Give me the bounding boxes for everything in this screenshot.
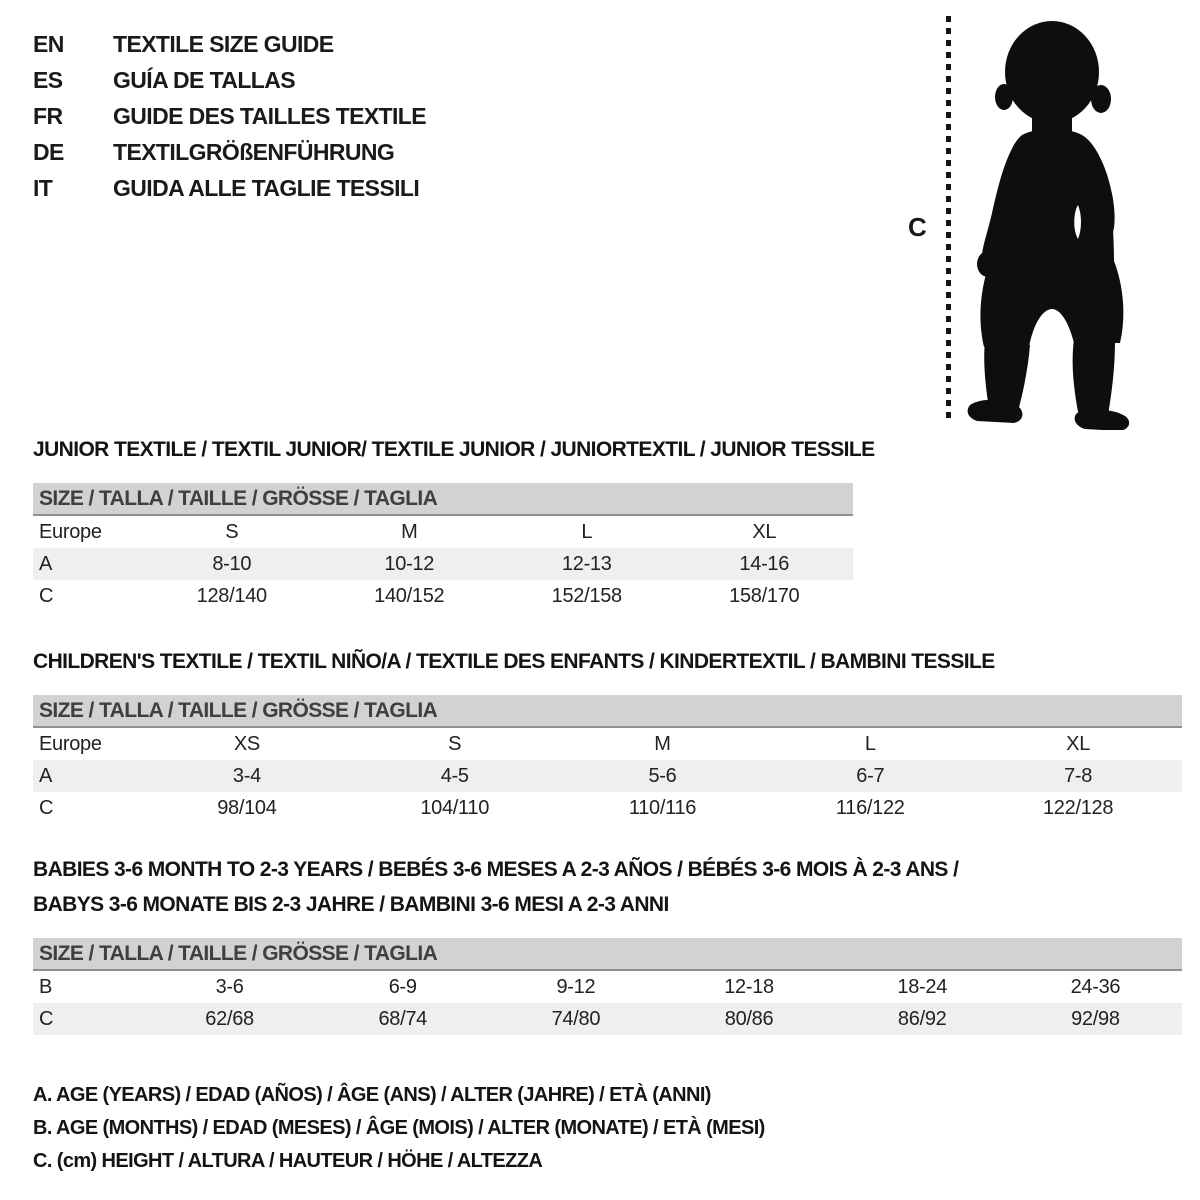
age-cell: 3-6 [215, 975, 244, 998]
section-title-babies-line2: BABYS 3-6 MONATE BIS 2-3 JAHRE / BAMBINI 3-6 MESI A 2-3 ANNI [33, 893, 669, 916]
language-header [33, 26, 1182, 206]
height-cell: 128/140 [196, 584, 267, 607]
section-title-children: CHILDREN'S TEXTILE / TEXTIL NIÑO/A / TEXTILE DES ENFANTS / KINDERTEXTIL / BAMBINI TESSILE [33, 650, 995, 673]
table-row-height [33, 580, 853, 612]
height-cell: 140/152 [374, 584, 445, 607]
age-cell: 3-4 [143, 760, 351, 792]
legend-item-c: C. (cm) HEIGHT / ALTURA / HAUTEUR / HÖHE / ALTEZZA [33, 1150, 543, 1172]
children-section [33, 644, 1182, 824]
language-row [33, 170, 1182, 206]
size-cell: XL [1066, 732, 1091, 755]
language-code: FR [33, 103, 63, 129]
guide-title: TEXTILGRÖßENFÜHRUNG [113, 139, 395, 165]
language-code: EN [33, 31, 64, 57]
height-marker-label: C [908, 212, 927, 242]
size-cell: M [401, 520, 418, 543]
age-cell: 7-8 [974, 760, 1182, 792]
table-row-age [33, 760, 1182, 792]
age-cell: 6-9 [388, 975, 417, 998]
age-cell: 12-18 [724, 975, 774, 998]
age-cell: 10-12 [321, 548, 499, 580]
babies-size-table [33, 971, 1182, 1035]
size-cell: S [448, 732, 462, 755]
age-cell: 12-13 [498, 548, 676, 580]
height-cell: 158/170 [729, 584, 800, 607]
junior-section [33, 432, 1182, 612]
legend [33, 1079, 1182, 1178]
babies-section [33, 852, 1182, 1035]
height-cell: 152/158 [551, 584, 622, 607]
size-cell: XS [233, 732, 260, 755]
size-cell: L [581, 520, 593, 543]
age-cell: 8-10 [143, 548, 321, 580]
size-header-bar-junior: SIZE / TALLA / TAILLE / GRÖSSE / TAGLIA [33, 483, 853, 516]
language-code: DE [33, 139, 64, 165]
language-row [33, 98, 1182, 134]
guide-title: TEXTILE SIZE GUIDE [113, 31, 334, 57]
age-cell: 5-6 [559, 760, 767, 792]
guide-title: GUIDA ALLE TAGLIE TESSILI [113, 175, 420, 201]
age-cell: 6-7 [766, 760, 974, 792]
row-label: Europe [39, 520, 102, 543]
table-row-height [33, 1003, 1182, 1035]
size-cell: XL [752, 520, 777, 543]
height-cell: 74/80 [489, 1003, 662, 1035]
size-cell: S [225, 520, 239, 543]
row-label: Europe [39, 732, 102, 755]
row-label: C [33, 1003, 143, 1035]
language-row [33, 26, 1182, 62]
legend-item-b: B. AGE (MONTHS) / EDAD (MESES) / ÂGE (MOIS) / ALTER (MONATE) / ETÀ (MESI) [33, 1117, 765, 1139]
guide-title: GUIDE DES TAILLES TEXTILE [113, 103, 426, 129]
language-code: IT [33, 175, 53, 201]
section-title-junior: JUNIOR TEXTILE / TEXTIL JUNIOR/ TEXTILE JUNIOR / JUNIORTEXTIL / JUNIOR TESSILE [33, 438, 875, 461]
height-cell: 116/122 [835, 796, 905, 819]
section-title-babies-line1: BABIES 3-6 MONTH TO 2-3 YEARS / BEBÉS 3-6 MESES A 2-3 AÑOS / BÉBÉS 3-6 MOIS À 2-3 ANS / [33, 858, 959, 881]
height-cell: 122/128 [1042, 796, 1114, 819]
age-cell: 4-5 [351, 760, 559, 792]
language-row [33, 134, 1182, 170]
language-code: ES [33, 67, 63, 93]
age-cell: 14-16 [676, 548, 854, 580]
junior-size-table [33, 516, 853, 612]
size-header-bar-children: SIZE / TALLA / TAILLE / GRÖSSE / TAGLIA [33, 695, 1182, 728]
height-cell: 80/86 [662, 1003, 835, 1035]
height-cell: 86/92 [836, 1003, 1009, 1035]
table-row-europe [33, 516, 853, 548]
row-label: A [33, 760, 143, 792]
age-cell: 18-24 [897, 975, 948, 998]
table-row-europe [33, 728, 1182, 760]
legend-item-a: A. AGE (YEARS) / EDAD (AÑOS) / ÂGE (ANS) / ALTER (JAHRE) / ETÀ (ANNI) [33, 1084, 711, 1106]
size-cell: L [864, 732, 876, 755]
guide-title: GUÍA DE TALLAS [113, 67, 295, 93]
height-cell: 62/68 [143, 1003, 316, 1035]
height-cell: 110/116 [628, 796, 697, 819]
row-label: A [33, 548, 143, 580]
age-cell: 9-12 [556, 975, 596, 998]
table-row-age [33, 548, 853, 580]
table-row-age-months [33, 971, 1182, 1003]
row-label: B [39, 975, 53, 998]
height-cell: 104/110 [420, 796, 490, 819]
language-row [33, 62, 1182, 98]
age-cell: 24-36 [1070, 975, 1121, 998]
children-size-table [33, 728, 1182, 824]
height-cell: 92/98 [1009, 1003, 1182, 1035]
size-header-bar-babies: SIZE / TALLA / TAILLE / GRÖSSE / TAGLIA [33, 938, 1182, 971]
size-cell: M [654, 732, 671, 755]
height-cell: 98/104 [217, 796, 277, 819]
row-label: C [39, 584, 54, 607]
row-label: C [39, 796, 54, 819]
height-cell: 68/74 [316, 1003, 489, 1035]
table-row-height [33, 792, 1182, 824]
